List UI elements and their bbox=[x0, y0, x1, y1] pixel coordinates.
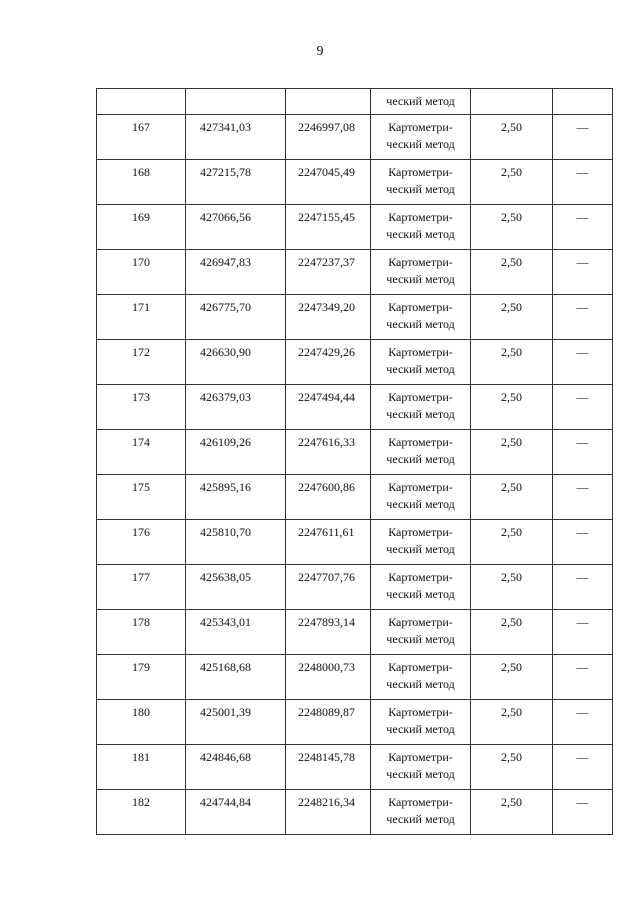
y-coordinate: 2247611,61 bbox=[298, 525, 355, 539]
point-number: 167 bbox=[132, 120, 150, 134]
method-line2: ческий метод bbox=[386, 542, 455, 556]
continuation-row bbox=[97, 89, 613, 115]
table-row bbox=[97, 295, 613, 340]
note-dash: — bbox=[576, 525, 589, 539]
note-dash: — bbox=[576, 120, 589, 134]
note-dash: — bbox=[576, 165, 589, 179]
table-cell bbox=[553, 89, 613, 115]
point-number: 169 bbox=[132, 210, 150, 224]
method-line2: ческий метод bbox=[386, 587, 455, 601]
point-number: 173 bbox=[132, 390, 150, 404]
y-coordinate: 2247429,26 bbox=[298, 345, 355, 359]
note-dash-cell bbox=[553, 250, 613, 295]
note-dash-cell bbox=[553, 115, 613, 160]
point-number-cell bbox=[97, 700, 186, 745]
table-row bbox=[97, 700, 613, 745]
error-value: 2,50 bbox=[501, 480, 522, 494]
table-row bbox=[97, 160, 613, 205]
error-value: 2,50 bbox=[501, 165, 522, 179]
method-cell bbox=[371, 745, 471, 790]
point-number-cell bbox=[97, 520, 186, 565]
point-number: 172 bbox=[132, 345, 150, 359]
note-dash: — bbox=[576, 660, 589, 674]
x-coordinate-cell bbox=[186, 520, 286, 565]
method-line2: ческий метод bbox=[386, 362, 455, 376]
method-cell bbox=[371, 160, 471, 205]
method-line2: ческий метод bbox=[386, 317, 455, 331]
error-value-cell bbox=[471, 790, 553, 835]
x-coordinate: 426630,90 bbox=[200, 345, 251, 359]
y-coordinate-cell bbox=[286, 430, 371, 475]
y-coordinate: 2248089,87 bbox=[298, 705, 355, 719]
x-coordinate-cell bbox=[186, 430, 286, 475]
note-dash: — bbox=[576, 300, 589, 314]
method-cell bbox=[371, 520, 471, 565]
y-coordinate-cell bbox=[286, 295, 371, 340]
error-value: 2,50 bbox=[501, 120, 522, 134]
y-coordinate-cell bbox=[286, 115, 371, 160]
method-cell bbox=[371, 89, 471, 115]
method-line1: Картометри- bbox=[388, 165, 453, 179]
method-line2: ческий метод bbox=[386, 767, 455, 781]
method-line2: ческий метод bbox=[386, 182, 455, 196]
note-dash-cell bbox=[553, 385, 613, 430]
point-number: 176 bbox=[132, 525, 150, 539]
y-coordinate-cell bbox=[286, 385, 371, 430]
x-coordinate: 426109,26 bbox=[200, 435, 251, 449]
method-cell bbox=[371, 295, 471, 340]
y-coordinate-cell bbox=[286, 520, 371, 565]
method-line1: Картометри- bbox=[388, 570, 453, 584]
method-line1: Картометри- bbox=[388, 660, 453, 674]
x-coordinate: 425810,70 bbox=[200, 525, 251, 539]
x-coordinate: 424744,84 bbox=[200, 795, 251, 809]
error-value-cell bbox=[471, 565, 553, 610]
x-coordinate-cell bbox=[186, 160, 286, 205]
point-number: 177 bbox=[132, 570, 150, 584]
error-value-cell bbox=[471, 115, 553, 160]
method-cell bbox=[371, 115, 471, 160]
table-row bbox=[97, 610, 613, 655]
error-value-cell bbox=[471, 520, 553, 565]
x-coordinate-cell bbox=[186, 790, 286, 835]
x-coordinate-cell bbox=[186, 385, 286, 430]
x-coordinate: 427066,56 bbox=[200, 210, 251, 224]
y-coordinate-cell bbox=[286, 205, 371, 250]
method-cell bbox=[371, 700, 471, 745]
note-dash: — bbox=[576, 705, 589, 719]
x-coordinate-cell bbox=[186, 340, 286, 385]
point-number: 180 bbox=[132, 705, 150, 719]
y-coordinate: 2247707,76 bbox=[298, 570, 355, 584]
y-coordinate: 2247237,37 bbox=[298, 255, 355, 269]
error-value: 2,50 bbox=[501, 660, 522, 674]
method-line1: Картометри- bbox=[388, 480, 453, 494]
note-dash-cell bbox=[553, 475, 613, 520]
table-row bbox=[97, 250, 613, 295]
note-dash: — bbox=[576, 255, 589, 269]
method-line1: Картометри- bbox=[388, 210, 453, 224]
coordinates-table bbox=[96, 88, 613, 835]
table-row bbox=[97, 205, 613, 250]
x-coordinate-cell bbox=[186, 295, 286, 340]
method-cell bbox=[371, 565, 471, 610]
y-coordinate-cell bbox=[286, 790, 371, 835]
error-value-cell bbox=[471, 745, 553, 790]
method-cell bbox=[371, 430, 471, 475]
method-tail: ческий метод bbox=[386, 94, 455, 108]
note-dash-cell bbox=[553, 205, 613, 250]
point-number-cell bbox=[97, 295, 186, 340]
note-dash-cell bbox=[553, 340, 613, 385]
note-dash: — bbox=[576, 210, 589, 224]
method-line2: ческий метод bbox=[386, 497, 455, 511]
table-cell bbox=[471, 89, 553, 115]
error-value: 2,50 bbox=[501, 435, 522, 449]
method-line1: Картометри- bbox=[388, 345, 453, 359]
note-dash: — bbox=[576, 795, 589, 809]
y-coordinate: 2247045,49 bbox=[298, 165, 355, 179]
note-dash: — bbox=[576, 435, 589, 449]
point-number-cell bbox=[97, 205, 186, 250]
error-value-cell bbox=[471, 205, 553, 250]
y-coordinate: 2247349,20 bbox=[298, 300, 355, 314]
error-value: 2,50 bbox=[501, 390, 522, 404]
error-value: 2,50 bbox=[501, 345, 522, 359]
method-line1: Картометри- bbox=[388, 255, 453, 269]
x-coordinate: 425001,39 bbox=[200, 705, 251, 719]
method-cell bbox=[371, 790, 471, 835]
method-line1: Картометри- bbox=[388, 525, 453, 539]
table-cell bbox=[97, 89, 186, 115]
method-line2: ческий метод bbox=[386, 452, 455, 466]
method-cell bbox=[371, 340, 471, 385]
error-value: 2,50 bbox=[501, 210, 522, 224]
table-row bbox=[97, 520, 613, 565]
note-dash: — bbox=[576, 345, 589, 359]
x-coordinate: 425895,16 bbox=[200, 480, 251, 494]
table-row bbox=[97, 565, 613, 610]
y-coordinate: 2248000,73 bbox=[298, 660, 355, 674]
method-cell bbox=[371, 205, 471, 250]
x-coordinate-cell bbox=[186, 745, 286, 790]
x-coordinate: 426379,03 bbox=[200, 390, 251, 404]
error-value: 2,50 bbox=[501, 300, 522, 314]
x-coordinate-cell bbox=[186, 655, 286, 700]
point-number: 181 bbox=[132, 750, 150, 764]
table-row bbox=[97, 385, 613, 430]
note-dash-cell bbox=[553, 655, 613, 700]
method-line2: ческий метод bbox=[386, 677, 455, 691]
point-number: 182 bbox=[132, 795, 150, 809]
point-number: 171 bbox=[132, 300, 150, 314]
error-value-cell bbox=[471, 475, 553, 520]
error-value: 2,50 bbox=[501, 750, 522, 764]
point-number-cell bbox=[97, 250, 186, 295]
x-coordinate-cell bbox=[186, 475, 286, 520]
x-coordinate: 427341,03 bbox=[200, 120, 251, 134]
note-dash: — bbox=[576, 390, 589, 404]
method-line1: Картометри- bbox=[388, 795, 453, 809]
y-coordinate-cell bbox=[286, 565, 371, 610]
table-cell bbox=[286, 89, 371, 115]
method-line1: Картометри- bbox=[388, 435, 453, 449]
x-coordinate-cell bbox=[186, 205, 286, 250]
y-coordinate: 2247155,45 bbox=[298, 210, 355, 224]
y-coordinate: 2247600,86 bbox=[298, 480, 355, 494]
method-line1: Картометри- bbox=[388, 750, 453, 764]
error-value: 2,50 bbox=[501, 705, 522, 719]
note-dash-cell bbox=[553, 565, 613, 610]
table-cell bbox=[186, 89, 286, 115]
note-dash: — bbox=[576, 750, 589, 764]
note-dash-cell bbox=[553, 430, 613, 475]
point-number-cell bbox=[97, 475, 186, 520]
point-number-cell bbox=[97, 565, 186, 610]
page-number: 9 bbox=[316, 44, 324, 59]
method-line1: Картометри- bbox=[388, 300, 453, 314]
note-dash-cell bbox=[553, 700, 613, 745]
y-coordinate-cell bbox=[286, 745, 371, 790]
method-line2: ческий метод bbox=[386, 632, 455, 646]
method-cell bbox=[371, 475, 471, 520]
y-coordinate-cell bbox=[286, 250, 371, 295]
point-number: 178 bbox=[132, 615, 150, 629]
y-coordinate-cell bbox=[286, 160, 371, 205]
note-dash: — bbox=[576, 615, 589, 629]
method-line2: ческий метод bbox=[386, 137, 455, 151]
y-coordinate: 2247494,44 bbox=[298, 390, 355, 404]
method-cell bbox=[371, 610, 471, 655]
y-coordinate-cell bbox=[286, 475, 371, 520]
point-number: 170 bbox=[132, 255, 150, 269]
y-coordinate-cell bbox=[286, 610, 371, 655]
method-cell bbox=[371, 655, 471, 700]
error-value: 2,50 bbox=[501, 795, 522, 809]
x-coordinate-cell bbox=[186, 610, 286, 655]
y-coordinate-cell bbox=[286, 655, 371, 700]
y-coordinate: 2247893,14 bbox=[298, 615, 355, 629]
method-line2: ческий метод bbox=[386, 722, 455, 736]
x-coordinate: 424846,68 bbox=[200, 750, 251, 764]
table-row bbox=[97, 745, 613, 790]
error-value: 2,50 bbox=[501, 570, 522, 584]
note-dash-cell bbox=[553, 295, 613, 340]
point-number-cell bbox=[97, 160, 186, 205]
note-dash-cell bbox=[553, 160, 613, 205]
method-line2: ческий метод bbox=[386, 272, 455, 286]
error-value-cell bbox=[471, 340, 553, 385]
error-value: 2,50 bbox=[501, 255, 522, 269]
method-line2: ческий метод bbox=[386, 407, 455, 421]
point-number: 168 bbox=[132, 165, 150, 179]
x-coordinate-cell bbox=[186, 565, 286, 610]
y-coordinate: 2248216,34 bbox=[298, 795, 355, 809]
error-value-cell bbox=[471, 160, 553, 205]
y-coordinate-cell bbox=[286, 340, 371, 385]
note-dash-cell bbox=[553, 790, 613, 835]
x-coordinate: 426775,70 bbox=[200, 300, 251, 314]
method-cell bbox=[371, 385, 471, 430]
method-cell bbox=[371, 250, 471, 295]
table-row bbox=[97, 340, 613, 385]
table-row bbox=[97, 475, 613, 520]
table-row bbox=[97, 790, 613, 835]
error-value-cell bbox=[471, 655, 553, 700]
x-coordinate: 426947,83 bbox=[200, 255, 251, 269]
method-line1: Картометри- bbox=[388, 120, 453, 134]
error-value-cell bbox=[471, 295, 553, 340]
point-number: 179 bbox=[132, 660, 150, 674]
method-line1: Картометри- bbox=[388, 615, 453, 629]
note-dash: — bbox=[576, 480, 589, 494]
x-coordinate: 425168,68 bbox=[200, 660, 251, 674]
error-value-cell bbox=[471, 385, 553, 430]
point-number-cell bbox=[97, 115, 186, 160]
table-row bbox=[97, 115, 613, 160]
error-value-cell bbox=[471, 430, 553, 475]
point-number-cell bbox=[97, 385, 186, 430]
error-value: 2,50 bbox=[501, 525, 522, 539]
point-number-cell bbox=[97, 340, 186, 385]
point-number: 174 bbox=[132, 435, 150, 449]
table-row bbox=[97, 655, 613, 700]
method-line2: ческий метод bbox=[386, 227, 455, 241]
method-line1: Картометри- bbox=[388, 705, 453, 719]
x-coordinate: 427215,78 bbox=[200, 165, 251, 179]
y-coordinate: 2247616,33 bbox=[298, 435, 355, 449]
note-dash-cell bbox=[553, 745, 613, 790]
point-number-cell bbox=[97, 745, 186, 790]
x-coordinate-cell bbox=[186, 700, 286, 745]
error-value-cell bbox=[471, 700, 553, 745]
note-dash-cell bbox=[553, 610, 613, 655]
y-coordinate: 2248145,78 bbox=[298, 750, 355, 764]
point-number: 175 bbox=[132, 480, 150, 494]
point-number-cell bbox=[97, 610, 186, 655]
table-row bbox=[97, 430, 613, 475]
x-coordinate-cell bbox=[186, 115, 286, 160]
method-line1: Картометри- bbox=[388, 390, 453, 404]
point-number-cell bbox=[97, 655, 186, 700]
note-dash-cell bbox=[553, 520, 613, 565]
error-value-cell bbox=[471, 250, 553, 295]
error-value-cell bbox=[471, 610, 553, 655]
x-coordinate-cell bbox=[186, 250, 286, 295]
error-value: 2,50 bbox=[501, 615, 522, 629]
point-number-cell bbox=[97, 790, 186, 835]
x-coordinate: 425343,01 bbox=[200, 615, 251, 629]
method-line2: ческий метод bbox=[386, 812, 455, 826]
note-dash: — bbox=[576, 570, 589, 584]
x-coordinate: 425638,05 bbox=[200, 570, 251, 584]
y-coordinate-cell bbox=[286, 700, 371, 745]
point-number-cell bbox=[97, 430, 186, 475]
y-coordinate: 2246997,08 bbox=[298, 120, 355, 134]
